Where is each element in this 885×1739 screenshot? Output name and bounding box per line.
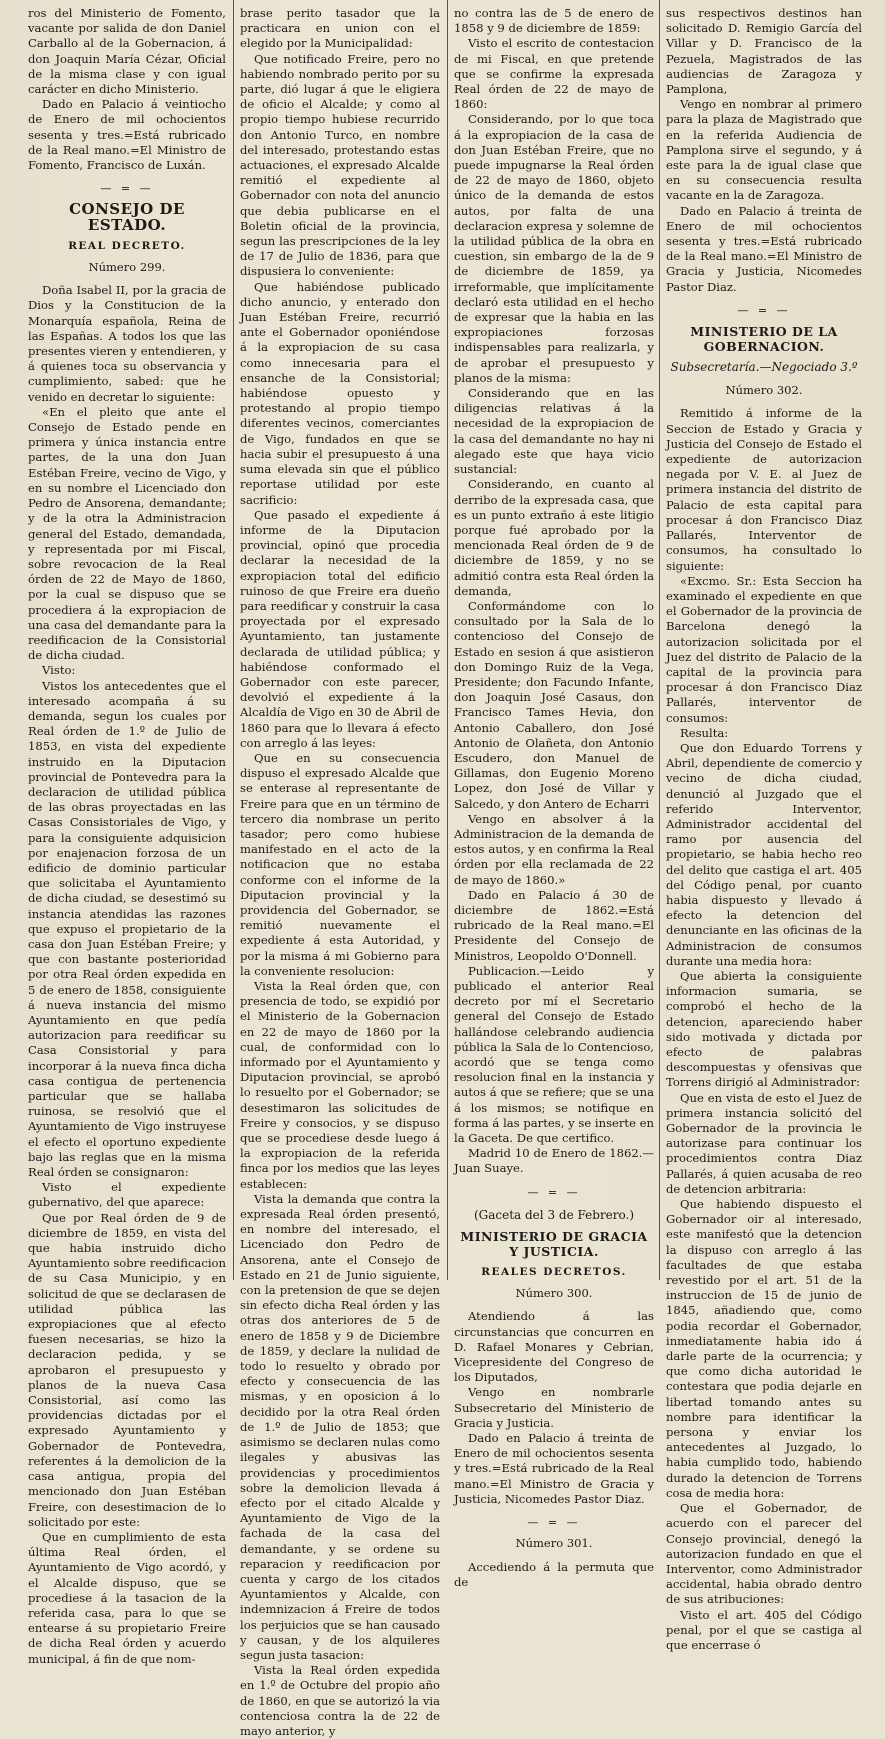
paragraph: Dado en Palacio á treinta de Enero de mil ochocientos sesenta y tres.=Está rubricado de la Real mano.=El Ministro de Gracia y Justicia, Nicomedes Pastor Diaz. [454,1431,654,1506]
paragraph: Que pasado el expediente á informe de la Diputacion provincial, opinó que procedia declarar la necesidad de la expropiacion total del edificio ruinoso de que Freire era dueño para reedificar y construir la casa proyectada por el expresado Ayuntamiento, tan justamente declarada de utilidad pública; y habiéndose conformado el Gobernador con este parecer, devolvió el expediente á la Alcaldía de Vigo en 30 de Abril de 1860 para que lo llevara á efecto con arreglo á las leyes: [240,507,440,750]
decree-heading: REALES DECRETOS. [481,1266,627,1279]
paragraph: Conformándome con lo consultado por la Sala de lo contencioso del Consejo de Estado en sesion á que asistieron don Domingo Ruiz de la Vega, Presidente; don Facundo Infante, don Joaquin José Casaus, don Francisco Tames Hevia, don Antonio Caballero, don José Antonio de Olañeta, don Antonio Escudero, don Manuel de Gillamas, don Eugenio Moreno Lopez, don José de Villar y Salcedo, y don Antero de Echarri [454,598,654,811]
paragraph: Que en vista de esto el Juez de primera instancia solicitó del Gobernador de la provincia le autorizase para continuar los procedimientos contra Diaz Pallarés, á quien acusaba de reo de detencion arbitraria: [666,1090,862,1196]
section-heading: CONSEJO DE ESTADO. [69,200,185,234]
paragraph: «Excmo. Sr.: Esta Seccion ha examinado el expediente en que el Gobernador de la provincia de Barcelona denegó la autorizacion solicitada por el Juez del distrito de Palacio de la capital de la provincia para procesar á don Francisco Diaz Pallarés, interventor de consumos: [666,573,862,725]
section-separator: — = — [737,303,791,317]
paragraph: Que habiendo dispuesto el Gobernador oir al interesado, este manifestó que la detencion la dispuso con arreglo á las facultades de que estaba revestido por el art. 51 de la instruccion de 15 de junio de 1845, añadiendo que, como podia recordar el Gobernador, inmediatamente habia ido á darle parte de la ocurrencia; y que como dicha autoridad le contestara que podia dejarle en libertad tomando antes su nombre para identificar la persona y enviar los antecedentes al Juzgado, lo habia cumplido todo, habiendo durado la detencion de Torrens cosa de media hora: [666,1197,862,1500]
paragraph: Resulta: [680,725,729,740]
paragraph: Publicacion.—Leido y publicado el anterior Real decreto por mí el Secretario general del Consejo de Estado hallándose celebrando audiencia pública la Sala de lo Contencioso, acordó que se tenga como resolucion final en la instancia y autos á que se refiere; que se una á los mismos; se notifique en forma á las partes, y se inserte en la Gaceta. De que certifico. [454,963,654,1146]
decree-number: Número 300. [515,1286,593,1301]
paragraph: Remitido á informe de la Seccion de Estado y Gracia y Justicia del Consejo de Estado el expediente de autorizacion negada por V. E. al Juez de primera instancia del distrito de Palacio de esta capital para procesar á don Francisco Diaz Pallarés, Interventor de consumos, ha consultado lo siguiente: [666,406,862,573]
paragraph: Dado en Palacio á 30 de diciembre de 1862.=Está rubricado de la Real mano.=El Presidente del Consejo de Ministros, Leopoldo O'Donnell. [454,887,654,963]
gazette-reference: (Gaceta del 3 de Febrero.) [473,1207,635,1222]
paragraph: Considerando que en las diligencias relativas á la necesidad de la expropiacion de la casa del demandante no hay ni alegado este que haya vicio sustancial: [454,386,654,477]
paragraph: Considerando, por lo que toca á la expropiacion de la casa de don Juan Estéban Freire, que no puede impugnarse la Real órden de 22 de mayo de 1860, objeto único de la demanda de estos autos, por falta de una declaracion expresa y solemne de la utilidad pública de la obra en cuestion, sin embargo de la de 9 de diciembre de 1859, ya irreformable, que implícitamente declaró esta utilidad en el hecho de expresar que la habia en las expropiaciones forzosas indispensables para realizarla, y de aprobar el presupuesto y planos de la misma: [454,112,654,385]
paragraph: sus respectivos destinos han solicitado D. Remigio García del Villar y D. Francisco de la Pezuela, Magistrados de las audiencias de Zaragoza y Pamplona, [666,6,862,97]
column-rule [447,0,448,1280]
paragraph: Que en su consecuencia dispuso el expresado Alcalde que se enterase al representante de Freire para que en un término de tercero dia nombrase un perito tasador; pero como hubiese manifestado en el acto de la notificacion que no estaba conforme con el informe de la Diputacion provincial y la providencia del Gobernador, se remitió nuevamente el expediente á esta Autoridad, y por la misma á mi Gobierno para la conveniente resolucion: [240,750,440,978]
section-separator: — = — [527,1516,581,1530]
ministry-heading: MINISTERIO DE LA GOBERNACION. [690,324,838,355]
paragraph: Madrid 10 de Enero de 1862.—Juan Suaye. [454,1146,654,1176]
paragraph: «En el pleito que ante el Consejo de Estado pende en primera y única instancia entre partes, de la una don Juan Estéban Freire, vecino de Vigo, y en su nombre el Licenciado don Pedro de Ansorena, demandante; y de la otra la Administracion general del Estado, demandada, y representada por mi Fiscal, sobre revocacion de la Real órden de 22 de Mayo de 1860, por la cual se dispuso que se procediera á la expropiacion de una casa del demandante para la reedificacion de la Consistorial de dicha ciudad. [28,404,226,663]
text-column-1 [28,6,226,1666]
paragraph: Vengo en nombrarle Subsecretario del Ministerio de Gracia y Justicia. [454,1385,654,1430]
paragraph: Que por Real órden de 9 de diciembre de 1859, en vista del que habia instruido dicho Ayuntamiento sobre reedificacion de su Casa Municipio, y en solicitud de que se declarasen de utilidad pública las expropiaciones que al efecto fuesen necesarias, se hizo la declaracion pedida, y se aprobaron el presupuesto y planos de la nueva Casa Consistorial, así como las providencias dictadas por el expresado Ayuntamiento y Gobernador de Pontevedra, referentes á la demolicion de la casa antigua, propia del mencionado don Juan Estéban Freire, con desestimacion de lo solicitado por este: [28,1210,226,1529]
decree-heading: REAL DECRETO. [68,239,186,252]
paragraph: Visto: [42,663,76,678]
paragraph: Atendiendo á las circunstancias que concurren en D. Rafael Monares y Cebrian, Vicepresidente del Congreso de los Diputados, [454,1309,654,1385]
paragraph: Accediendo á la permuta que de [454,1559,654,1589]
paragraph: Que abierta la consiguiente informacion sumaria, se comprobó el hecho de la detencion, apareciendo haber sido motivada y dictada por efecto de palabras descompuestas y ofensivas que Torrens dirigió al Administrador: [666,968,862,1090]
paragraph: Visto el art. 405 del Código penal, por el que se castiga al que encerrase ó [666,1607,862,1652]
paragraph: Doña Isabel II, por la gracia de Dios y la Constitucion de la Monarquía española, Reina de las Españas. A todos los que las presentes vieren y entendieren, y á quienes toca su observancia y cumplimiento, sabed: que he venido en decretar lo siguiente: [28,283,226,404]
paragraph: Que habiéndose publicado dicho anuncio, y enterado don Juan Estéban Freire, recurrió ante el Gobernador oponiéndose á la expropiacion de su casa como innecesaria para el ensanche de la Consistorial; habiéndose opuesto y protestando al propio tiempo diferentes vecinos, comerciantes de Vigo, fundados en que se hacia subir el presupuesto á una suma elevada sin que el público reportase utilidad por este sacrificio: [240,279,440,507]
column-rule [233,0,234,1280]
paragraph: Que el Gobernador, de acuerdo con el parecer del Consejo provincial, denegó la autorizacion fundado en que el Interventor, como Administrador accidental, habia obrado dentro de sus atribuciones: [666,1501,862,1607]
section-separator: — = — [100,182,154,196]
paragraph: Visto el escrito de contestacion de mi Fiscal, en que pretende que se confirme la expresada Real órden de 22 de mayo de 1860: [454,36,654,112]
decree-number: Número 301. [515,1536,593,1551]
paragraph: no contra las de 5 de enero de 1858 y 9 de diciembre de 1859: [454,6,654,36]
decree-number: Número 302. [725,383,803,398]
paragraph: brase perito tasador que la practicara en union con el elegido por la Municipalidad: [240,6,440,51]
section-separator: — = — [527,1185,581,1199]
paragraph: Vistos los antecedentes que el interesado acompaña á su demanda, segun los cuales por Real órden de 1.º de Julio de 1853, en vista del expediente instruido en la Diputacion provincial de Pontevedra para la declaracion de utilidad pública de las obras proyectadas en las Casas Consistoriales de Vigo, y para la consiguiente adquisicion por enajenacion forzosa de un edificio de dominio particular que solicitaba el Ayuntamiento de dicha ciudad, se desestimó su instancia atendidas las razones que expuso el propietario de la casa don Juan Estéban Freire; y que con bastante posterioridad por otra Real órden expedida en 5 de enero de 1858, consiguiente á nueva instancia del mismo Ayuntamiento en que pedía autorizacion para reedificar su Casa Consistorial y para incorporar á la nueva finca dicha casa contigua de pertenencia particular que se hallaba ruinosa, se resolvió que el Ayuntamiento de Vigo instruyese el efecto el oportuno expediente bajo las reglas que en la misma Real órden se consignaron: [28,678,226,1180]
paragraph: Visto el expediente gubernativo, del que aparece: [28,1180,226,1210]
decree-number: Número 299. [88,260,166,275]
paragraph: Vengo en absolver á la Administracion de la demanda de estos autos, y en confirma la Real órden por ella reclamada de 22 de mayo de 1860.» [454,811,654,887]
paragraph: Vista la Real órden expedida en 1.º de Octubre del propio año de 1860, en que se autorizó la via contenciosa contra la de 22 de mayo anterior, y [240,1663,440,1738]
paragraph: Dado en Palacio á treinta de Enero de mil ochocientos sesenta y tres.=Está rubricado de la Real mano.=El Ministro de Gracia y Justicia, Nicomedes Pastor Diaz. [666,203,862,294]
text-column-3 [454,6,654,1589]
paragraph: Considerando, en cuanto al derribo de la expresada casa, que es un punto extraño á este litigio porque fué aprobado por la mencionada Real órden de 9 de diciembre de 1859, y no se admitió contra esta Real órden la demanda, [454,477,654,598]
subsection-heading: Subsecretaría.—Negociado 3.º [670,360,858,375]
paragraph: Que en cumplimiento de esta última Real órden, el Ayuntamiento de Vigo acordó, y el Alcalde dispuso, que se procediese á la tasacion de la referida casa, para lo que se entearse á su propietario Freire de dicha Real órden y acuerdo municipal, á fin de que nom- [28,1529,226,1666]
column-rule [659,0,660,1280]
text-column-2 [240,6,440,1738]
ministry-heading: MINISTERIO DE GRACIA Y JUSTICIA. [460,1229,648,1260]
paragraph: Que notificado Freire, pero no habiendo nombrado perito por su parte, dió lugar á que le eligiera de oficio el Alcalde; y como al propio tiempo hubiese recurrido don Antonio Turco, en nombre del interesado, protestando estas actuaciones, el expresado Alcalde remitió el expediente al Gobernador con nota del anuncio que debia publicarse en el Boletin oficial de la provincia, segun las prescripciones de la ley de 17 de Julio de 1836, para que dispusiera lo conveniente: [240,51,440,279]
text-column-4 [666,6,862,1652]
paragraph: Que don Eduardo Torrens y Abril, dependiente de comercio y vecino de dicha ciudad, denunció al Juzgado que el referido Interventor, Administrador accidental del ramo por ausencia del propietario, se habia hecho reo del delito que castiga el art. 405 del Código penal, por cuanto habia dispuesto y llevado á efecto la detencion del denunciante en las oficinas de la Administracion de consumos durante una media hora: [666,740,862,968]
paragraph: Dado en Palacio á veintiocho de Enero de mil ochocientos sesenta y tres.=Está rubricado de la Real mano.=El Ministro de Fomento, Francisco de Luxán. [28,97,226,173]
paragraph: Vista la Real órden que, con presencia de todo, se expidió por el Ministerio de la Gobernacion en 22 de mayo de 1860 por la cual, de conformidad con lo informado por el Ayuntamiento y Diputacion provincial, se aprobó lo resuelto por el Gobernador; se desestimaron las solicitudes de Freire y consocios, y se dispuso que se procediese desde luego á la expropiacion de la referida finca por los medios que las leyes establecen: [240,979,440,1191]
paragraph: Vista la demanda que contra la expresada Real órden presentó, en nombre del interesado, el Licenciado don Pedro de Ansorena, ante el Consejo de Estado en 21 de Junio siguiente, con la pretension de que se dejen sin efecto dicha Real órden y las otras dos anteriores de 5 de enero de 1858 y 9 de Diciembre de 1859, y declare la nulidad de todo lo resuelto y obrado por efecto y consecuencia de las mismas, y en oposicion á lo decidido por la otra Real órden de 1.º de Julio de 1853; que asimismo se declaren nulas como ilegales y abusivas las providencias y procedimientos sobre la demolicion llevada á efecto por el citado Alcalde y Ayuntamiento de Vigo de la fachada de la casa del demandante, y se ordene su reparacion y reedificacion por cuenta y cargo de los citados Ayuntamientos y Alcalde, con indemnizacion á Freire de todos los perjuicios que se han causado y causan, y de los alquileres segun justa tasacion: [240,1191,440,1662]
paragraph: ros del Ministerio de Fomento, vacante por salida de don Daniel Carballo al de la Gobernacion, á don Joaquin María Cézar, Oficial de la misma clase y con igual carácter en dicho Ministerio. [28,6,226,97]
paragraph: Vengo en nombrar al primero para la plaza de Magistrado que en la referida Audiencia de Pamplona sirve el segundo, y á este para la de igual clase que en su consecuencia resulta vacante en la de Zaragoza. [666,97,862,203]
